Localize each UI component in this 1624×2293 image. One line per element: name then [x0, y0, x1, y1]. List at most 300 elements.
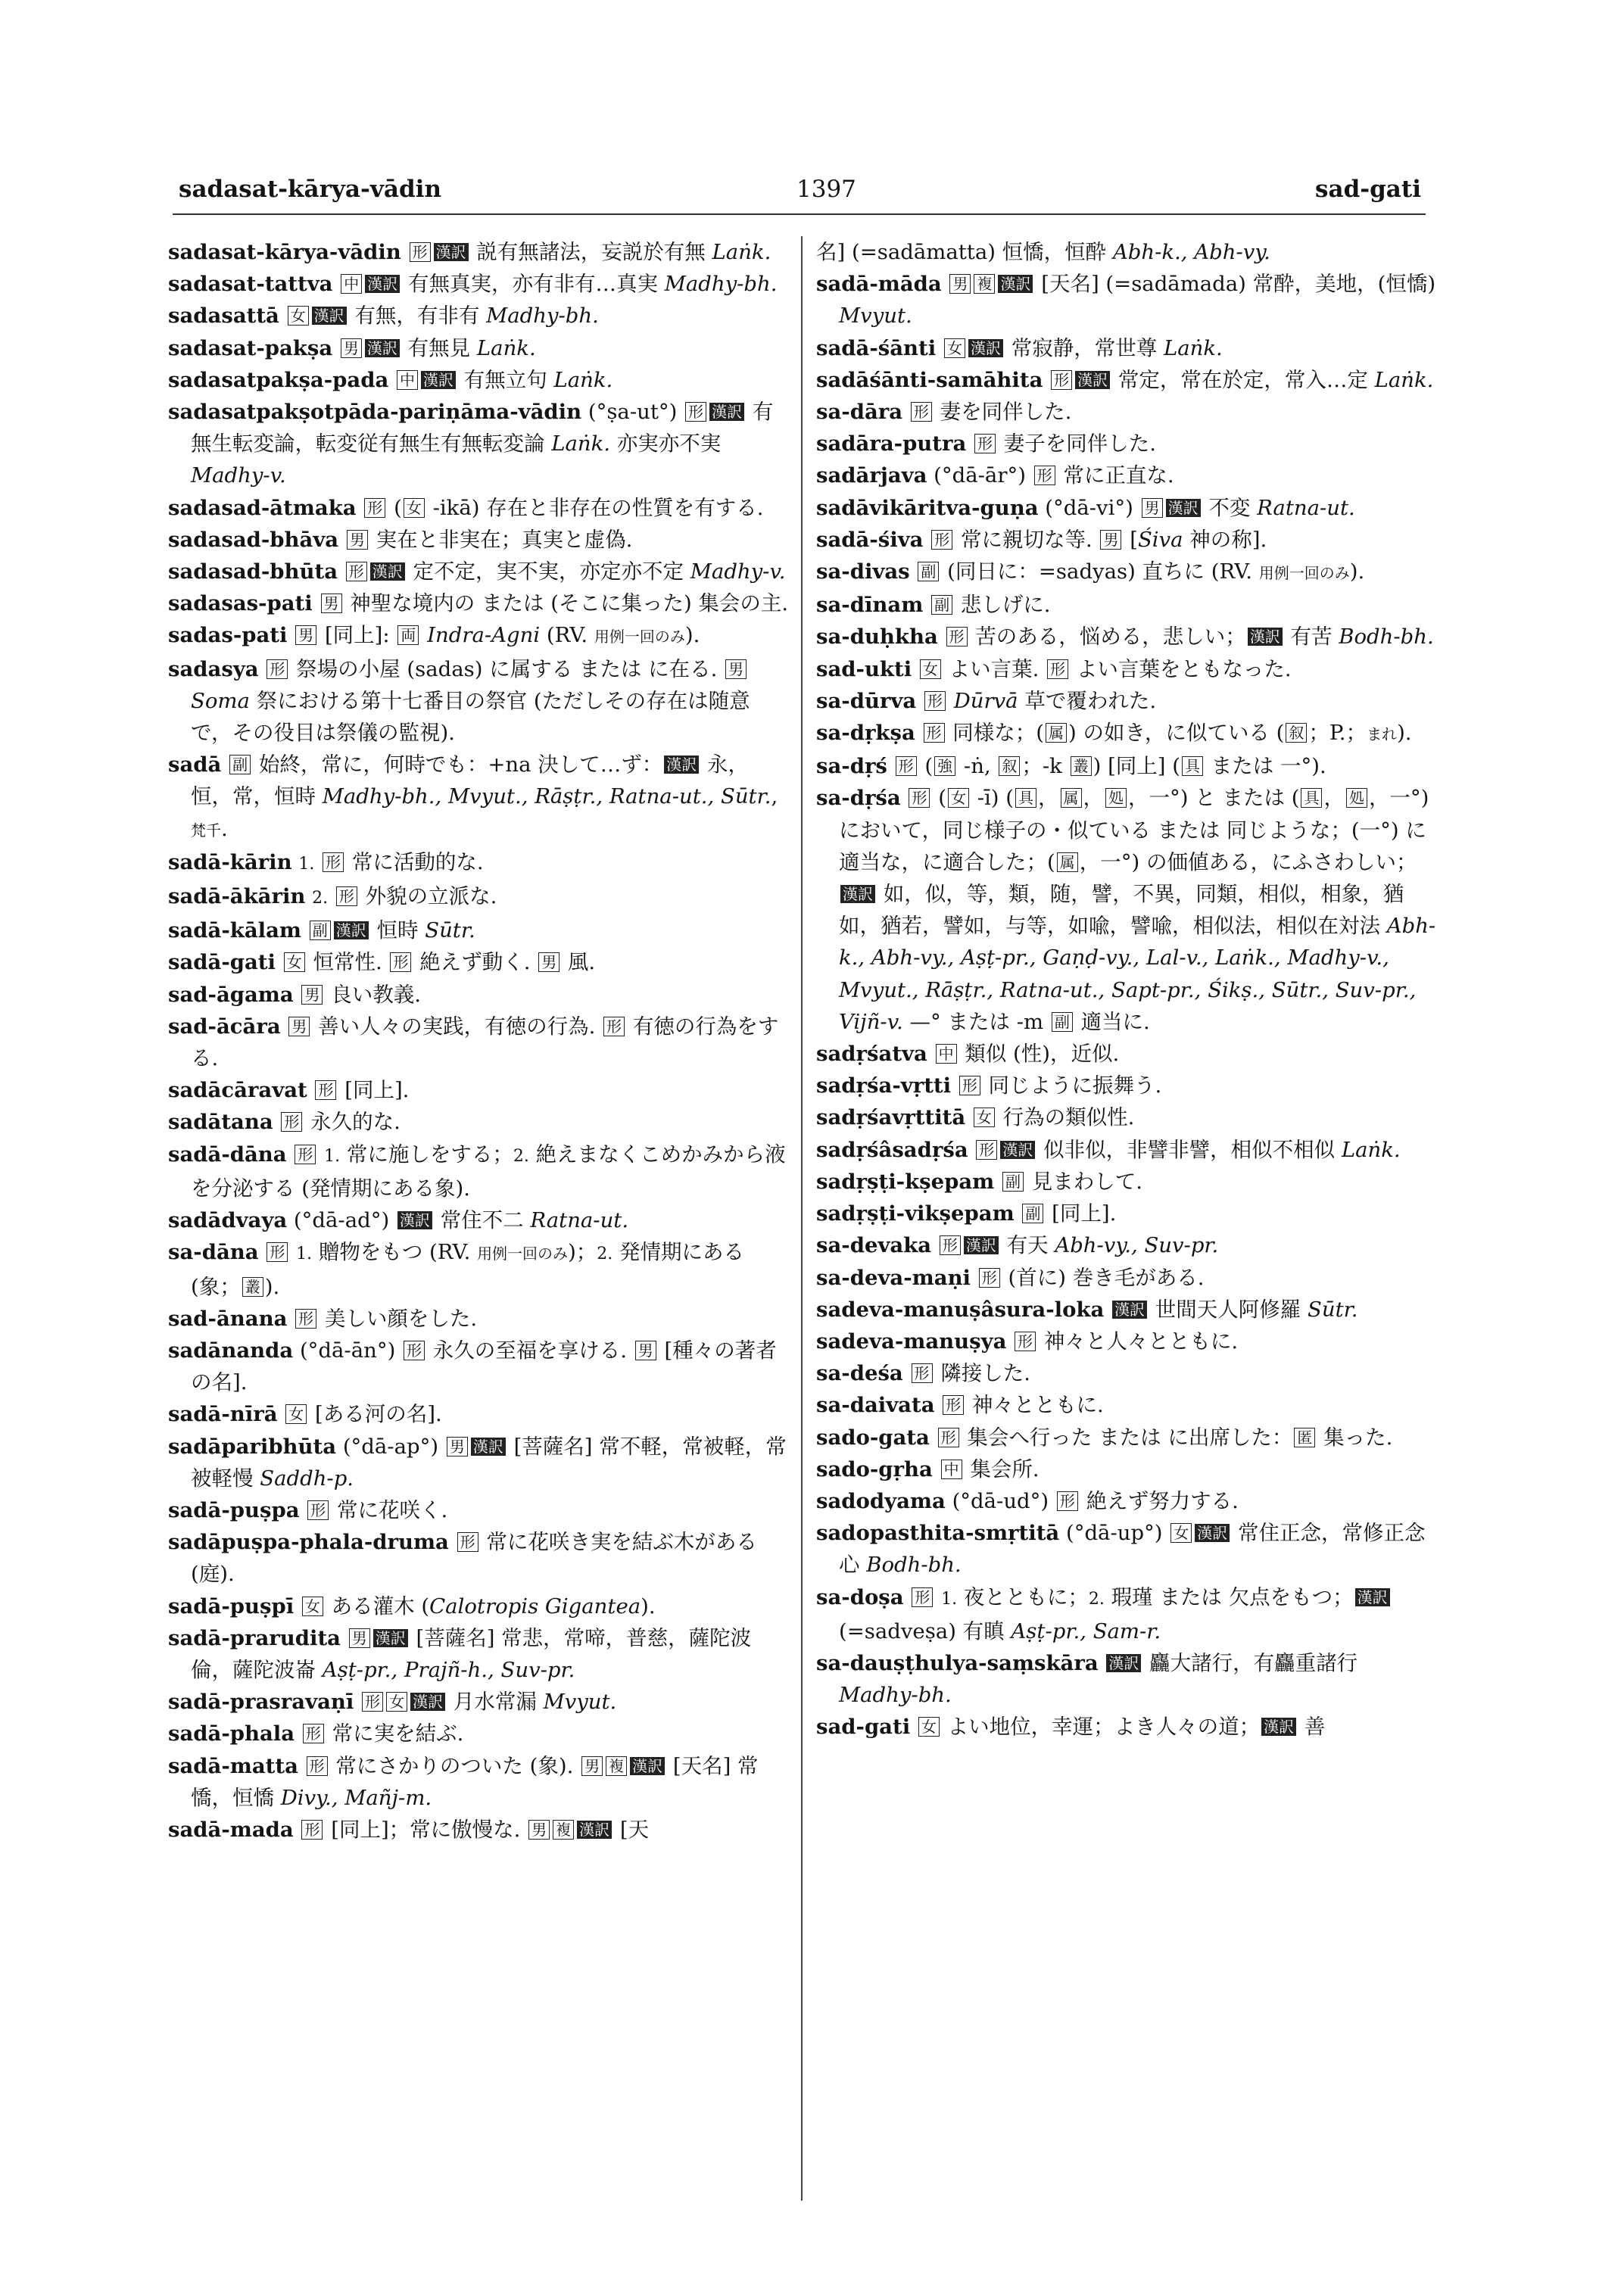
- dictionary-entry: [168, 1590, 789, 1622]
- grammar-marker: 形: [1034, 466, 1055, 485]
- dictionary-entry: [168, 492, 789, 524]
- entry-text: (°dā-ad°): [293, 1208, 396, 1233]
- dictionary-entry: [816, 1711, 1437, 1743]
- kanyaku-marker: 漢訳: [1261, 1718, 1296, 1736]
- entry-text: 麤大諸行，有麤重諸行: [1142, 1650, 1358, 1675]
- entry-text: (°dā-ār°): [934, 463, 1033, 488]
- entry-headword: sa-divas: [816, 559, 910, 584]
- grammar-marker: 形: [979, 1268, 1000, 1288]
- grammar-marker: 副: [1022, 1204, 1043, 1223]
- entry-headword: sa-devaka: [816, 1233, 932, 1258]
- entry-headword: sadasatpakṣotpāda-pariṇāma-vādin: [168, 400, 582, 425]
- entry-headword: sad-āgama: [168, 982, 294, 1007]
- entry-text: 常に活動的な.: [345, 849, 484, 874]
- grammar-marker: 男: [725, 659, 747, 679]
- source-reference: Dūrvā: [953, 688, 1018, 713]
- kanyaku-marker: 漢訳: [998, 275, 1033, 293]
- right-column: [816, 236, 1437, 1743]
- dictionary-entry: [816, 685, 1437, 717]
- entry-text: 妻を同伴した.: [933, 400, 1072, 425]
- entry-text: ).: [684, 623, 700, 648]
- entry-text: (°ṣa-ut°): [588, 400, 684, 425]
- entry-text: 夜とともに；: [957, 1584, 1089, 1609]
- entry-text: 見まわして.: [1025, 1169, 1142, 1194]
- header-rule: [173, 213, 1426, 215]
- source-reference: Abh-k., Abh-vy., Aṣṭ-pr., Gaṇḍ-vy., Lal-v., Laṅk., Madhy-v., Mvyut., Rāṣṭr., Ratna-ut., Sapt-pr., Śikṣ., Sūtr., Suv-pr., Vijñ-v.: [839, 914, 1436, 1034]
- entry-text: 常住不二: [433, 1208, 531, 1233]
- sense-number: 2.: [513, 1146, 529, 1166]
- source-reference: Saddh-p.: [260, 1466, 354, 1491]
- entry-text: -ṅ,: [957, 754, 998, 779]
- entry-text: ).: [264, 1274, 280, 1299]
- dictionary-entry: [168, 1303, 789, 1335]
- entry-headword: sadeva-manuṣya: [816, 1329, 1007, 1354]
- entry-headword: sadṛṣṭi-vikṣepam: [816, 1201, 1015, 1226]
- grammar-marker: 属: [1046, 723, 1067, 743]
- dictionary-entry: [816, 1485, 1437, 1517]
- kanyaku-marker: 漢訳: [370, 562, 405, 581]
- entry-headword: sadā-mada: [168, 1817, 294, 1842]
- entry-headword: sa-dṛkṣa: [816, 721, 915, 746]
- entry-text: 瑕瑾 または 欠点をもつ；: [1104, 1584, 1354, 1609]
- entry-text: [種々の著者の名].: [191, 1338, 777, 1395]
- entry-text: [947, 689, 954, 713]
- source-reference: Mvyut.: [543, 1690, 617, 1715]
- entry-text: 善: [1298, 1715, 1326, 1740]
- kanyaku-marker: 漢訳: [373, 1629, 408, 1647]
- dictionary-entry: [168, 1398, 789, 1430]
- entry-text: [289, 1240, 296, 1264]
- entry-headword: sadā-kārin: [168, 849, 292, 874]
- dictionary-entry: [816, 396, 1437, 428]
- entry-text: 贈物をもつ (RV.: [312, 1240, 478, 1265]
- entry-headword: sa-dauṣṭhulya-saṃskāra: [816, 1650, 1099, 1675]
- entry-headword: sadācāravat: [168, 1078, 307, 1103]
- source-reference: Bodh-bh.: [1339, 625, 1434, 650]
- dictionary-entry: [168, 1686, 789, 1718]
- grammar-marker: 男: [538, 952, 560, 972]
- entry-text: 常住正念，常修正念心: [839, 1521, 1426, 1578]
- dictionary-entry: [168, 524, 789, 556]
- dictionary-entry: [816, 1581, 1437, 1647]
- sense-number: 2.: [597, 1245, 613, 1264]
- grammar-marker: 形: [301, 1820, 323, 1840]
- entry-text: (同日に：=sadyas) 直ちに (RV.: [940, 559, 1259, 584]
- entry-text: [同上].: [338, 1078, 410, 1103]
- dictionary-entry: [816, 1422, 1437, 1453]
- entry-text: 神々とともに.: [965, 1393, 1104, 1418]
- entry-text: 常定，常在於定，常入…定: [1111, 367, 1375, 392]
- grammar-marker: 形: [924, 691, 946, 711]
- entry-text: 実在と非実在；真実と虚偽.: [369, 527, 633, 552]
- grammar-marker: 形: [307, 1500, 329, 1520]
- entry-headword: sa-dṛśa: [816, 786, 901, 811]
- grammar-marker: 男: [1142, 498, 1163, 518]
- entry-headword: sadṛśavṛttitā: [816, 1105, 966, 1130]
- entry-headword: sadasattā: [168, 304, 279, 329]
- entry-text: ).: [1349, 559, 1365, 584]
- entry-headword: sadā-phala: [168, 1721, 295, 1746]
- dictionary-entry: [168, 587, 789, 619]
- grammar-marker: 複: [606, 1756, 627, 1776]
- entry-text: [天名] 常憍，恒憍: [191, 1753, 759, 1810]
- entry-text: 常にさかりのついた (象).: [329, 1753, 581, 1778]
- entry-text: 祭における第十七番目の祭官 (ただしその存在は随意で，その役目は祭儀の監視).: [191, 688, 750, 746]
- entry-text: 良い教義.: [324, 982, 421, 1007]
- grammar-marker: 形: [946, 627, 968, 646]
- kanyaku-marker: 漢訳: [365, 339, 400, 357]
- kanyaku-marker: 漢訳: [968, 339, 1003, 357]
- source-reference: Abh-vy., Suv-pr.: [1055, 1233, 1219, 1258]
- grammar-marker: 具: [1182, 756, 1203, 776]
- entry-text: [天名] (=sadāmada) 常酔，美地，(恒憍): [1034, 272, 1436, 297]
- grammar-marker: 男: [349, 1628, 370, 1648]
- dictionary-entry: [816, 364, 1437, 396]
- entry-headword: sadṛśâsadṛśa: [816, 1137, 968, 1162]
- grammar-marker: 女: [944, 338, 965, 358]
- source-reference: Ratna-ut.: [1257, 495, 1355, 520]
- entry-text: (: [918, 754, 934, 779]
- entry-text: 如，似，等，類，随，譬，不異，同類，相似，相象，猶如，猶若，譬如，与等，如喩，譬喩，相似法，相似在対法: [839, 882, 1404, 939]
- grammar-marker: 匿: [1294, 1428, 1315, 1447]
- entry-text: 類似 (性)，近似.: [958, 1042, 1120, 1067]
- grammar-marker: 形: [457, 1532, 478, 1552]
- kanyaku-marker: 漢訳: [410, 1693, 445, 1711]
- grammar-marker: 処: [1346, 788, 1367, 808]
- dictionary-entry: [816, 589, 1437, 621]
- entry-text: (°dā-vi°): [1045, 495, 1140, 520]
- kanyaku-marker: 漢訳: [1075, 371, 1110, 389]
- entry-text: [同上]；常に傲慢な.: [324, 1817, 528, 1842]
- grammar-marker: 形: [1057, 1491, 1078, 1511]
- dictionary-entry: [816, 1326, 1437, 1357]
- entry-text: 善い人々の実践，有徳の行為.: [311, 1014, 603, 1039]
- entry-text: 永久の至福を享ける.: [426, 1338, 634, 1363]
- grammar-marker: 形: [303, 1724, 324, 1743]
- entry-text: 有無，有非有: [348, 304, 487, 329]
- entry-text: [317, 1142, 324, 1167]
- source-reference: Madhy-bh.: [664, 272, 778, 297]
- grammar-marker: 副: [1052, 1012, 1073, 1032]
- entry-text: 有無見: [401, 335, 477, 360]
- grammar-marker: 男: [347, 530, 368, 550]
- grammar-marker: 形: [346, 562, 367, 581]
- entry-text: (°dā-ud°): [952, 1488, 1055, 1513]
- source-reference: Madhy-v.: [690, 559, 786, 584]
- entry-headword: sadasad-bhūta: [168, 559, 338, 584]
- entry-text: 神々と人々とともに.: [1037, 1329, 1239, 1354]
- entry-headword: sadodyama: [816, 1488, 946, 1513]
- entry-text: 永，恒，常，恒時: [191, 752, 749, 809]
- entry-text: 永久的な.: [304, 1110, 401, 1135]
- column-divider: [801, 236, 803, 2201]
- entry-headword: sadopasthita-smṛtitā: [816, 1521, 1060, 1546]
- entry-text: 神聖な境内の または (そこに集った) 集会の主.: [343, 591, 789, 616]
- entry-text: 行為の類似性.: [996, 1105, 1135, 1130]
- entry-text: 絶えまなくこめかみから液を分泌する (発情期にある象).: [191, 1142, 786, 1201]
- grammar-marker: 形: [1051, 370, 1072, 390]
- grammar-marker: 男: [949, 274, 971, 294]
- entry-headword: sadā-kālam: [168, 918, 301, 943]
- dictionary-entry: [168, 268, 789, 300]
- dictionary-entry: [168, 1204, 789, 1236]
- dictionary-entry: [816, 1294, 1437, 1326]
- dictionary-entry: [168, 236, 789, 268]
- entry-text: 有徳の行為をする.: [191, 1014, 779, 1071]
- dictionary-entry: [168, 979, 789, 1011]
- grammar-marker: 両: [397, 625, 419, 645]
- entry-headword: sadā-māda: [816, 272, 942, 297]
- entry-headword: sado-gata: [816, 1425, 930, 1450]
- entry-text: 適当に.: [1074, 1009, 1150, 1034]
- entry-text: 始終，常に，何時でも：+na 決して…ず：: [252, 752, 663, 777]
- source-reference: Laṅk.: [553, 367, 613, 392]
- entry-headword: sadṛśatva: [816, 1042, 927, 1067]
- grammar-marker: 形: [295, 1145, 316, 1164]
- entry-text: 同様な；(: [946, 721, 1045, 746]
- source-reference: Aṣṭ-pr., Prajñ-h., Suv-pr.: [322, 1657, 575, 1682]
- entry-text: ；P.；: [1308, 721, 1367, 746]
- entry-text: 集会へ行った または に出席した：: [960, 1425, 1293, 1450]
- dictionary-entry: [816, 1038, 1437, 1070]
- grammar-marker: 処: [1105, 788, 1127, 808]
- dictionary-entry: [168, 364, 789, 396]
- kanyaku-marker: 漢訳: [664, 756, 699, 774]
- entry-headword: sa-duḥkha: [816, 625, 938, 650]
- kanyaku-marker: 漢訳: [1000, 1141, 1035, 1159]
- grammar-marker: 女: [1170, 1523, 1192, 1543]
- entry-headword: sadā-ākārin: [168, 884, 306, 909]
- entry-headword: sadā-śānti: [816, 335, 937, 360]
- sense-number: 2.: [1088, 1589, 1105, 1609]
- entry-text: 悲しげに.: [954, 593, 1051, 618]
- entry-text: (°dā-ap°): [342, 1434, 445, 1459]
- entry-text: 似非似，非譬非譬，相似不相似: [1036, 1137, 1342, 1162]
- source-reference: Ratna-ut.: [530, 1208, 629, 1233]
- source-reference: Laṅk.: [712, 240, 771, 264]
- entry-text: ).: [1397, 721, 1412, 746]
- grammar-marker: 男: [1100, 530, 1121, 550]
- grammar-marker: 叢: [242, 1277, 263, 1297]
- grammar-marker: 形: [974, 434, 996, 453]
- entry-text: [天: [613, 1817, 650, 1842]
- dictionary-entry: [168, 946, 789, 978]
- entry-text: ，: [1083, 786, 1104, 811]
- kanyaku-marker: 漢訳: [1248, 628, 1283, 646]
- entry-text: 発情期にある (象；: [191, 1240, 745, 1299]
- entry-text: ，: [1038, 786, 1059, 811]
- grammar-marker: 男: [321, 594, 342, 613]
- grammar-marker: 副: [1002, 1172, 1024, 1192]
- dictionary-entry: [816, 1070, 1437, 1101]
- entry-text: 有無生転変論，転変従有無生有無転変論: [191, 400, 774, 456]
- dictionary-entry: [816, 1101, 1437, 1133]
- entry-text: 有苦: [1283, 625, 1339, 650]
- grammar-marker: 形: [938, 1428, 959, 1447]
- entry-text: [314, 850, 321, 874]
- dictionary-entry: [168, 300, 789, 332]
- entry-text: ,: [771, 784, 778, 809]
- entry-text: 妻子を同伴した.: [997, 431, 1157, 456]
- entry-text: 集会所.: [963, 1456, 1040, 1481]
- entry-text: 説有無諸法，妄説於有無: [469, 240, 712, 264]
- grammar-marker: 中: [341, 274, 362, 294]
- entry-text: 定不定，実不実，亦定亦不定: [406, 559, 690, 584]
- sense-number: 1.: [941, 1589, 958, 1609]
- source-reference: Laṅk.: [1374, 367, 1434, 392]
- entry-headword: sa-dṛś: [816, 754, 887, 779]
- grammar-marker: 形: [1047, 659, 1068, 679]
- entry-headword: sad-ācāra: [168, 1014, 281, 1039]
- grammar-marker: 具: [1015, 788, 1036, 808]
- left-column: [168, 236, 789, 1846]
- entry-text: 亦実亦不実: [610, 431, 722, 456]
- grammar-marker: 形: [912, 1363, 933, 1383]
- source-reference: Laṅk.: [551, 431, 611, 456]
- dictionary-entry: [816, 1134, 1437, 1166]
- grammar-marker: 男: [447, 1437, 468, 1456]
- entry-headword: sadāparibhūta: [168, 1434, 337, 1459]
- entry-headword: sadā-puṣpa: [168, 1497, 300, 1522]
- entry-text: 世間天人阿修羅: [1149, 1297, 1308, 1322]
- kanyaku-marker: 漢訳: [471, 1438, 506, 1456]
- entry-headword: sadā-gati: [168, 950, 276, 975]
- kanyaku-marker: 漢訳: [312, 307, 347, 325]
- grammar-marker: 叙: [999, 756, 1020, 776]
- dictionary-entry: [168, 619, 789, 653]
- entry-text: 草で覆われた.: [1018, 688, 1157, 713]
- entry-headword: sa-daivata: [816, 1393, 935, 1418]
- entry-text: ；-k: [1021, 754, 1069, 779]
- grammar-marker: 形: [1015, 1332, 1036, 1351]
- source-reference: Sūtr.: [1308, 1297, 1358, 1322]
- dictionary-entry: [816, 1647, 1437, 1711]
- kanyaku-marker: 漢訳: [1106, 1654, 1141, 1672]
- grammar-marker: 強: [934, 756, 955, 776]
- grammar-marker: 形: [911, 402, 932, 422]
- dictionary-entry: [168, 1718, 789, 1749]
- entry-headword: sa-dūrva: [816, 688, 917, 713]
- entry-text: 美しい顔をした.: [318, 1306, 478, 1331]
- grammar-marker: 女: [285, 1404, 307, 1424]
- entry-headword: sadasya: [168, 656, 259, 681]
- entry-headword: sa-deśa: [816, 1361, 903, 1386]
- entry-headword: sadāśānti-samāhita: [816, 367, 1043, 392]
- dictionary-entry: [816, 1357, 1437, 1389]
- entry-headword: sadādvaya: [168, 1208, 288, 1233]
- entry-text: [菩薩名] 常悲，常啼，普慈，薩陀波倫，薩陀波崙: [191, 1625, 752, 1682]
- entry-text: 隣接した.: [934, 1361, 1030, 1386]
- grammar-marker: 女: [920, 659, 941, 679]
- dictionary-entry: [816, 750, 1437, 782]
- entry-headword: sadā-śiva: [816, 527, 924, 552]
- grammar-marker: 形: [315, 1080, 336, 1100]
- entry-text: 集った.: [1317, 1425, 1393, 1450]
- grammar-marker: 女: [386, 1692, 407, 1712]
- grammar-marker: 複: [553, 1820, 574, 1840]
- running-head-left: sadasat-kārya-vādin: [179, 176, 441, 203]
- dictionary-entry: [168, 1814, 789, 1846]
- source-reference: Laṅk.: [1341, 1137, 1401, 1162]
- source-reference: Śiva: [1137, 527, 1183, 552]
- dictionary-entry: [168, 880, 789, 914]
- kanyaku-marker: 漢訳: [1195, 1524, 1230, 1542]
- entry-headword: sadas-pati: [168, 623, 288, 648]
- entry-text: —° または -m: [902, 1009, 1050, 1034]
- entry-text: 神の称].: [1183, 527, 1267, 552]
- small-note: 用例一回のみ: [1258, 564, 1350, 583]
- entry-headword: sadeva-manuṣâsura-loka: [816, 1297, 1105, 1322]
- entry-text: ) の如き，に似ている (: [1068, 721, 1285, 746]
- source-reference: Mvyut.: [839, 304, 912, 329]
- small-note: 用例一回のみ: [594, 628, 685, 646]
- dictionary-entry: [816, 492, 1437, 524]
- source-reference: Madhy-bh., Mvyut., Rāṣṭr., Ratna-ut., Sūtr.: [322, 784, 771, 809]
- dictionary-entry: [816, 460, 1437, 491]
- grammar-marker: 男: [635, 1341, 656, 1360]
- entry-headword: sadā-prarudita: [168, 1625, 341, 1650]
- grammar-marker: 中: [941, 1460, 962, 1479]
- dictionary-entry: [168, 1011, 789, 1074]
- entry-text: [同上]:: [318, 623, 397, 648]
- grammar-marker: 形: [267, 659, 288, 679]
- entry-headword: sadāpuṣpa-phala-druma: [168, 1530, 449, 1555]
- source-reference: Divy., Mañj-m.: [280, 1785, 432, 1810]
- grammar-marker: 形: [931, 530, 952, 550]
- sense-number: 1.: [296, 1245, 313, 1264]
- dictionary-entry: [816, 268, 1437, 332]
- dictionary-entry: [168, 1431, 789, 1494]
- kanyaku-marker: 漢訳: [1355, 1588, 1390, 1606]
- entry-text: (=sadveṣa) 有瞋: [839, 1618, 1011, 1643]
- entry-text: )；: [568, 1240, 597, 1265]
- sense-number: 1.: [298, 854, 315, 874]
- entry-text: (°dā-up°): [1065, 1521, 1170, 1546]
- entry-text: 常に花咲く.: [330, 1497, 448, 1522]
- entry-headword: sadā-nīrā: [168, 1402, 278, 1427]
- dictionary-entry: [816, 428, 1437, 460]
- source-reference: Abh-k., Abh-vy.: [1112, 240, 1270, 264]
- dictionary-entry: [168, 749, 789, 846]
- grammar-marker: 形: [336, 886, 357, 906]
- entry-text: [: [1123, 527, 1138, 552]
- kanyaku-marker: 漢訳: [630, 1757, 665, 1775]
- entry-headword: sa-doṣa: [816, 1584, 904, 1609]
- grammar-marker: 形: [943, 1395, 964, 1415]
- grammar-marker: 副: [310, 921, 331, 940]
- grammar-marker: 女: [404, 498, 425, 518]
- grammar-marker: 形: [281, 1112, 302, 1132]
- small-note: 梵千: [191, 821, 221, 840]
- entry-text: [420, 623, 427, 647]
- entry-headword: sadārjava: [816, 463, 927, 488]
- dictionary-entry: [816, 1166, 1437, 1198]
- dictionary-entry: [168, 1139, 789, 1204]
- entry-headword: sadānanda: [168, 1338, 294, 1363]
- dictionary-entry: [168, 556, 789, 587]
- dictionary-entry: [816, 717, 1437, 750]
- dictionary-entry: [168, 914, 789, 946]
- dictionary-entry: [168, 332, 789, 364]
- entry-text: 名] (=sadāmatta) 恒憍，恒酔: [816, 240, 1113, 264]
- source-reference: Bodh-bh.: [866, 1553, 962, 1578]
- kanyaku-marker: 漢訳: [1112, 1301, 1147, 1319]
- entry-text: 常に正直な.: [1056, 463, 1174, 488]
- entry-text: よい言葉をともなった.: [1070, 656, 1292, 681]
- entry-text: ，: [1323, 786, 1345, 811]
- dictionary-entry: [168, 1494, 789, 1526]
- kanyaku-marker: 漢訳: [709, 403, 744, 421]
